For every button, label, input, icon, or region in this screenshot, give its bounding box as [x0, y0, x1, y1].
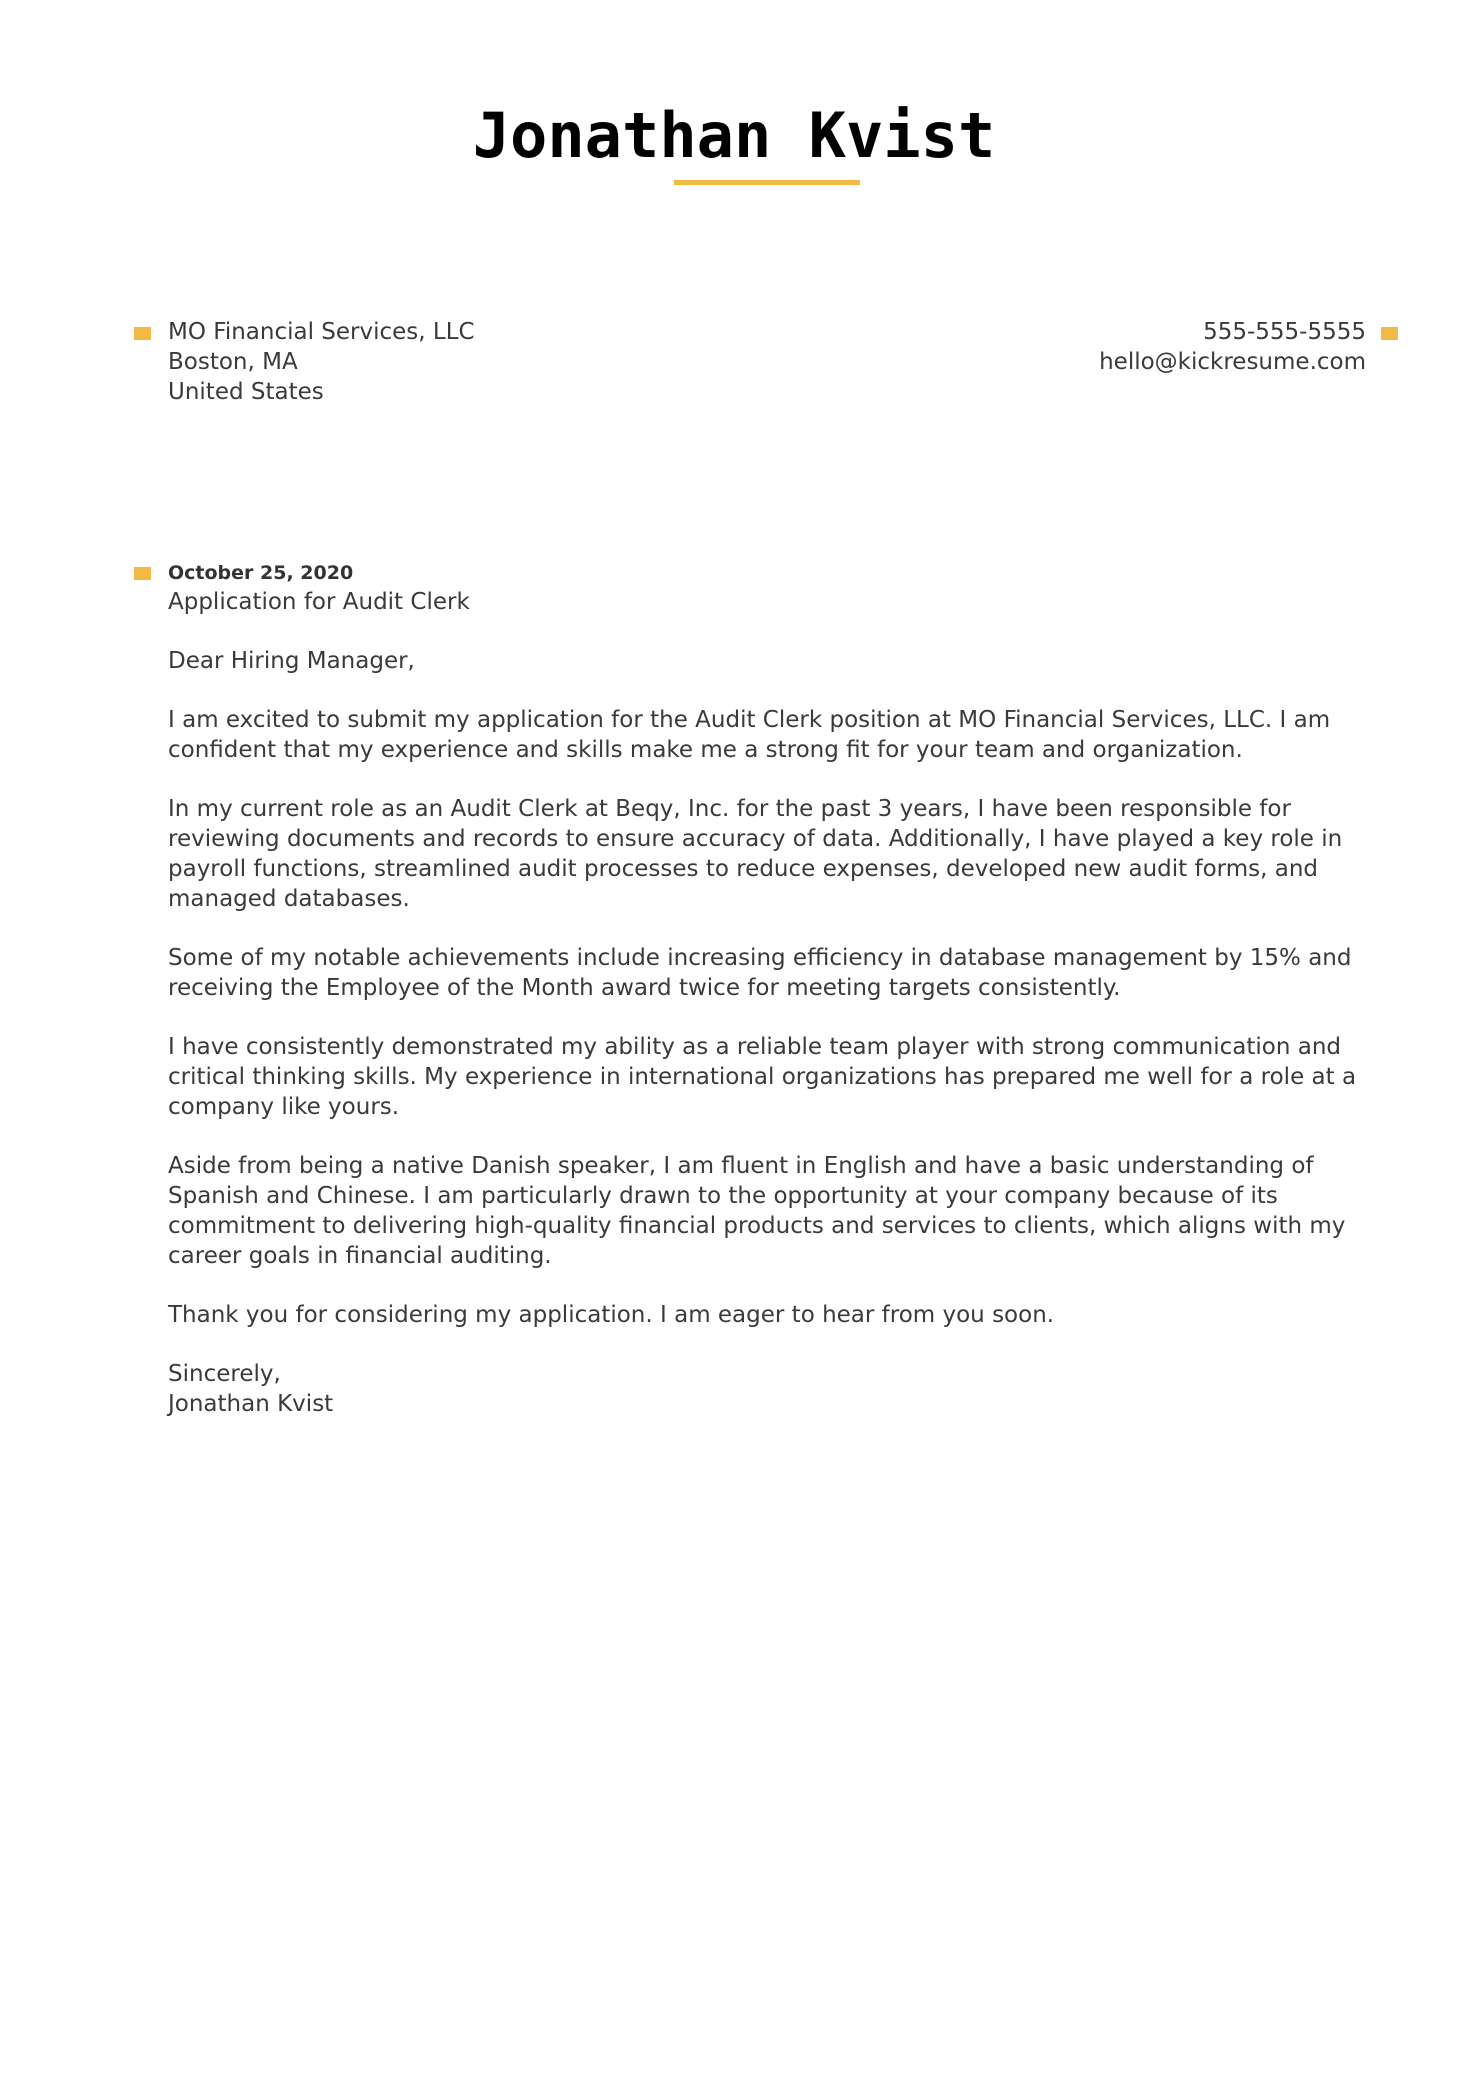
sender-email: hello@kickresume.com — [1099, 349, 1366, 375]
letter-paragraph: In my current role as an Audit Clerk at Beqy, Inc. for the past 3 years, I have been responsible for reviewing documents and records to ensure accuracy of data. Additionally, I have played a key role in payroll functions, streamlined audit processes to reduce expenses, developed new audit forms, and managed databases. — [168, 796, 1343, 912]
letter-subject: Application for Audit Clerk — [168, 589, 470, 615]
sender-contact — [1099, 317, 1366, 377]
letter-signature: Jonathan Kvist — [168, 1391, 334, 1417]
letter-paragraph: I am excited to submit my application for the Audit Clerk position at MO Financial Services, LLC. I am confident that my experience and skills make me a strong fit for your team and organization. — [168, 707, 1331, 763]
contact-bullet-marker — [1381, 327, 1398, 340]
recipient-bullet-marker — [134, 327, 151, 340]
name-underline — [674, 180, 860, 185]
letter-paragraph: Aside from being a native Danish speaker, I am fluent in English and have a basic understanding of Spanish and Chinese. I am particularly drawn to the opportunity at your company because of its commitment to delivering high-quality financial products and services to clients, which aligns with my career goals in financial auditing. — [168, 1153, 1346, 1269]
applicant-name: Jonathan Kvist — [472, 99, 996, 172]
letter-closing: Sincerely, — [168, 1361, 281, 1387]
recipient-company: MO Financial Services, LLC — [168, 319, 475, 345]
letter-paragraph: I have consistently demonstrated my ability as a reliable team player with strong communication and critical thinking skills. My experience in international organizations has prepared me well for a role at a company like yours. — [168, 1034, 1357, 1120]
sender-phone: 555-555-5555 — [1203, 319, 1366, 345]
letter-paragraph: Some of my notable achievements include increasing efficiency in database management by 15% and receiving the Employee of the Month award twice for meeting targets consistently. — [168, 945, 1352, 1001]
recipient-city: Boston, MA — [168, 349, 298, 375]
date-bullet-marker — [134, 567, 151, 580]
letter-paragraph: Thank you for considering my application. I am eager to hear from you soon. — [168, 1302, 1055, 1328]
letter-date: October 25, 2020 — [168, 562, 354, 584]
recipient-country: United States — [168, 379, 324, 405]
letter-body — [168, 560, 1380, 1419]
recipient-address — [168, 317, 475, 407]
letter-salutation: Dear Hiring Manager, — [168, 648, 415, 674]
